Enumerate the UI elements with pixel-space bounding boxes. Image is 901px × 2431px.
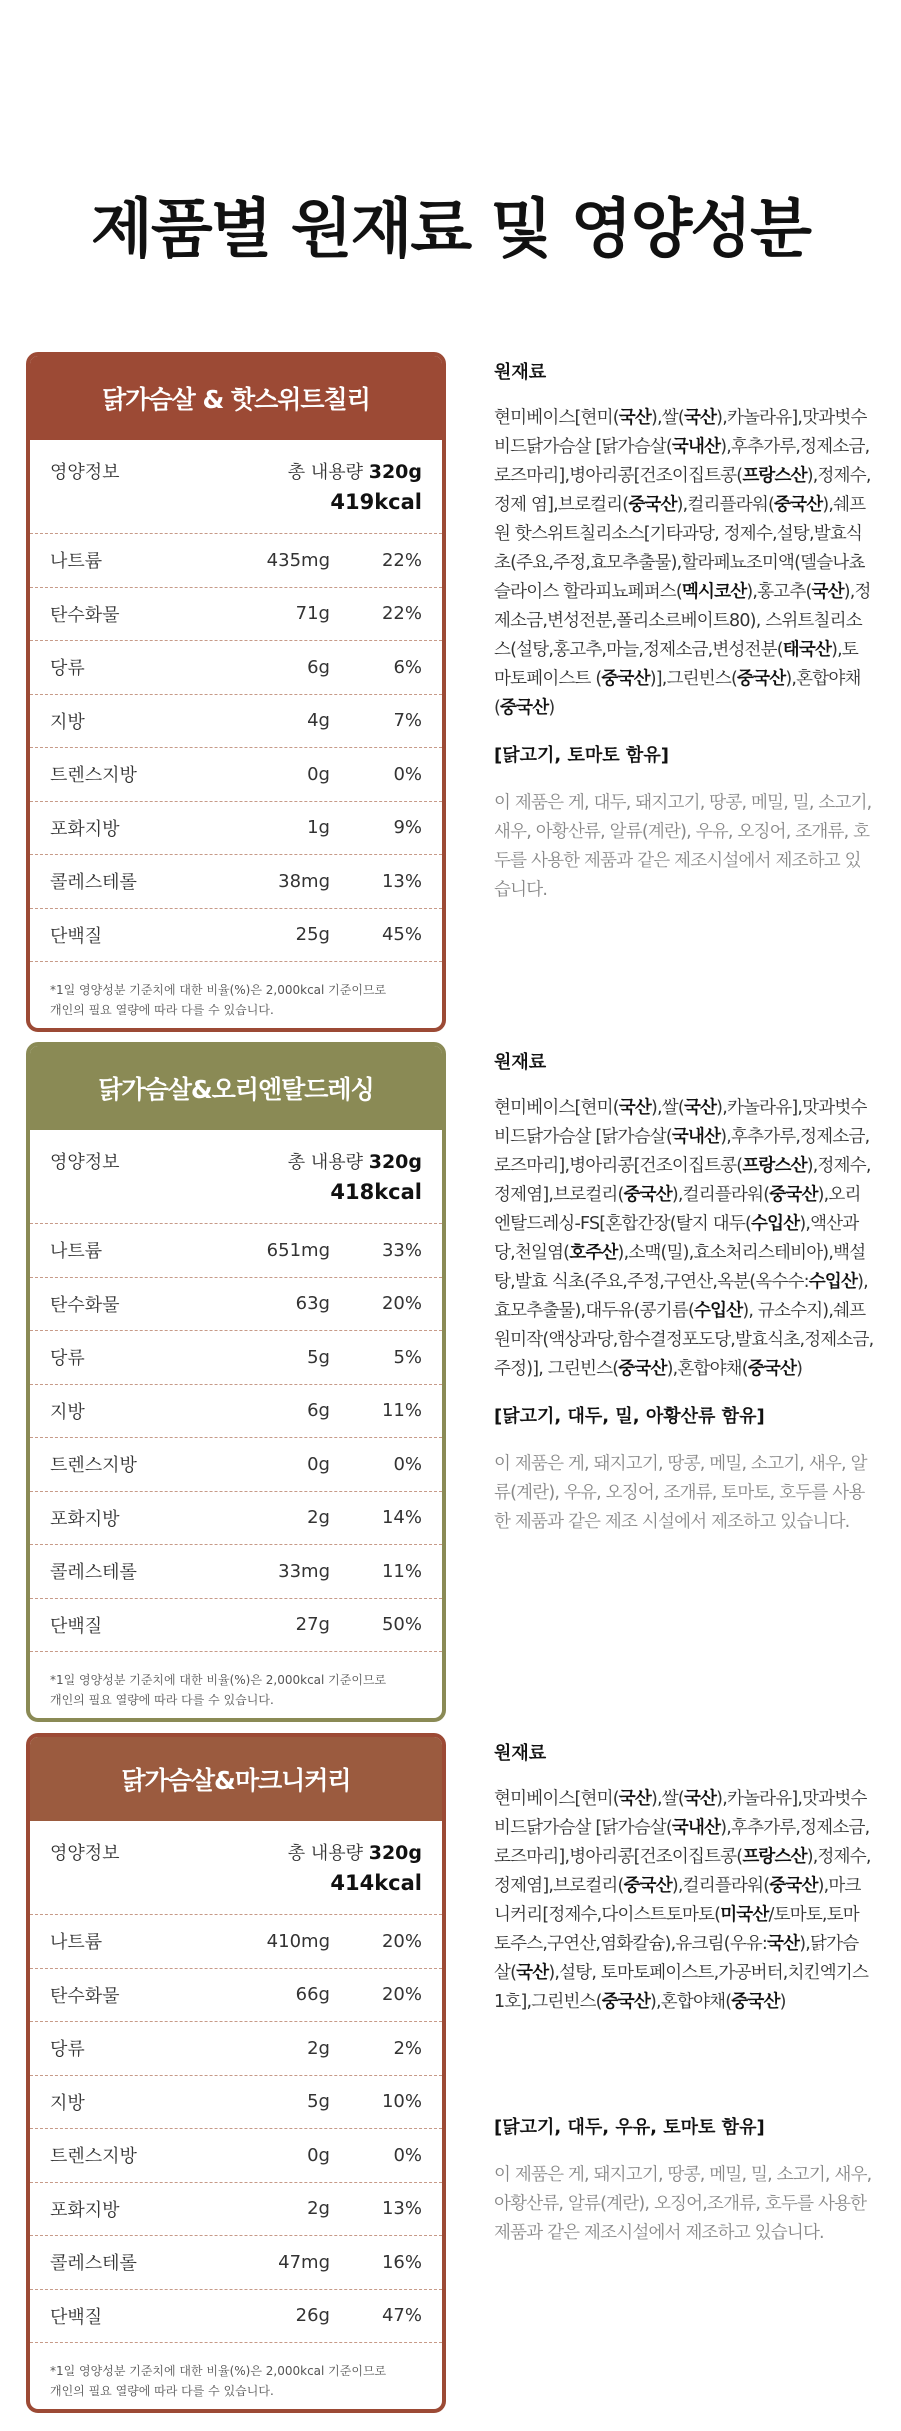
nutrient-amount: 26g [295,2305,330,2327]
footnote-line: 개인의 필요 열량에 따라 다를 수 있습니다. [50,1003,274,1017]
nutrient-row [30,2183,442,2237]
allergen-notice: 이 제품은 게, 돼지고기, 땅콩, 메밀, 밀, 소고기, 새우, 아황산류, 알류(계란), 오징어,조개류, 호두를 사용한 제품과 같은 제조시설에서 제조하고 있습니다. [494,2165,872,2243]
nutrient-row [30,2236,442,2290]
nutrient-amount: 63g [295,1293,330,1315]
nutrient-amount: 27g [295,1614,330,1636]
ingredient-info [494,1733,874,2248]
nutrient-name: 단백질 [50,925,103,947]
nutrient-percent: 20% [381,1293,422,1315]
nutrient-percent: 10% [381,2091,422,2113]
nutrient-row [30,1969,442,2023]
nutrient-amount: 33mg [278,1560,330,1582]
nutrient-name: 콜레스테롤 [50,872,137,894]
nutrient-row [30,909,442,963]
nutrient-amount: 0g [307,1453,330,1475]
nutrition-info-label: 영양정보 [50,1152,120,1173]
allergen-heading: [닭고기, 대두, 밀, 아황산류 함유] [494,1406,765,1427]
allergen-notice: 이 제품은 게, 대두, 돼지고기, 땅콩, 메밀, 밀, 소고기, 새우, 아황산류, 알류(계란), 우유, 오징어, 조개류, 호두를 사용한 제품과 같은 제조시설에서 제조하고 있습니다. [494,793,872,900]
product-section-2 [26,1042,876,1722]
nutrient-row [30,2076,442,2130]
ingredient-info [494,1042,874,1537]
nutrient-percent: 2% [393,2037,422,2059]
nutrient-row [30,1492,442,1546]
product-section-1 [26,352,876,1032]
nutrition-info-label: 영양정보 [50,462,120,483]
nutrition-card [26,1042,446,1722]
nutrient-amount: 410mg [266,1930,330,1952]
nutrient-percent: 20% [381,1984,422,2006]
nutrient-amount: 25g [295,924,330,946]
nutrient-name: 당류 [50,658,85,680]
nutrient-row [30,1915,442,1969]
kcal-value: 414kcal [330,1871,422,1895]
nutrient-amount: 66g [295,1984,330,2006]
ingredient-info [494,352,874,905]
nutrient-amount: 0g [307,2144,330,2166]
nutrient-row [30,588,442,642]
nutrient-row [30,2129,442,2183]
nutrient-name: 트렌스지방 [50,1455,137,1477]
nutrient-percent: 47% [381,2305,422,2327]
nutrient-percent: 45% [381,924,422,946]
nutrient-percent: 0% [393,763,422,785]
kcal-value: 419kcal [330,490,422,514]
nutrient-percent: 16% [381,2251,422,2273]
total-label: 총 내용량 [287,1843,363,1864]
nutrient-row [30,2290,442,2344]
nutrient-name: 콜레스테롤 [50,1562,137,1584]
page-title: 제품별 원재료 및 영양성분 [91,193,810,267]
nutrient-row [30,748,442,802]
nutrient-name: 트렌스지방 [50,765,137,787]
ingredients-text: 현미베이스[현미(국산),쌀(국산),카놀라유],맛과벗수비드닭가슴살 [닭가슴살(국내산),후추가루,정제소금,로즈마리],병아리콩[건조이집트콩(프랑스산),정제수,정제염],브로컬리(중국산),컬리플라워(중국산),마크니커리[정제수,다이스트토마토(미국산/토마토,토마토주스,구연산,염화칼슘),유크림(우유:국산),닭가슴살(국산),설탕, 토마토페이스트,가공버터,치킨엑기스1호],그린빈스(중국산),혼합야채(중국산) [494,1789,871,2012]
nutrient-name: 탄수화물 [50,1985,120,2007]
nutrient-row [30,802,442,856]
nutrient-amount: 6g [307,656,330,678]
footnote-line: 개인의 필요 열량에 따라 다를 수 있습니다. [50,2384,274,2398]
nutrient-percent: 22% [381,549,422,571]
nutrient-amount: 71g [295,603,330,625]
nutrient-amount: 4g [307,710,330,732]
nutrition-summary [30,1821,442,1915]
nutrition-summary [30,1130,442,1224]
nutrient-row [30,1224,442,1278]
nutrient-name: 단백질 [50,1615,103,1637]
nutrient-percent: 0% [393,2144,422,2166]
nutrient-row [30,1599,442,1653]
nutrient-amount: 6g [307,1400,330,1422]
total-weight: 320g [368,461,422,483]
nutrient-amount: 38mg [278,870,330,892]
nutrient-name: 탄수화물 [50,604,120,626]
nutrition-card [26,1733,446,2413]
nutrient-name: 탄수화물 [50,1294,120,1316]
nutrient-name: 지방 [50,2092,85,2114]
allergen-heading: [닭고기, 토마토 함유] [494,745,669,766]
nutrient-name: 지방 [50,711,85,733]
nutrient-percent: 5% [393,1346,422,1368]
nutrient-name: 포화지방 [50,1508,120,1530]
nutrient-amount: 1g [307,817,330,839]
ingredients-heading: 원재료 [494,1743,547,1764]
nutrient-name: 포화지방 [50,2199,120,2221]
nutrient-percent: 7% [393,710,422,732]
nutrient-amount: 47mg [278,2251,330,2273]
nutrient-percent: 0% [393,1453,422,1475]
nutrient-row [30,641,442,695]
kcal-value: 418kcal [330,1180,422,1204]
nutrient-name: 나트륨 [50,1932,103,1954]
ingredients-heading: 원재료 [494,362,547,383]
ingredients-heading: 원재료 [494,1052,547,1073]
nutrient-percent: 13% [381,2198,422,2220]
total-weight: 320g [368,1842,422,1864]
nutrient-amount: 5g [307,2091,330,2113]
nutrient-row [30,1438,442,1492]
nutrient-amount: 5g [307,1346,330,1368]
footnote-line: *1일 영양성분 기준치에 대한 비율(%)은 2,000kcal 기준이므로 [50,2364,387,2378]
nutrition-info-label: 영양정보 [50,1843,120,1864]
nutrient-percent: 33% [381,1239,422,1261]
nutrient-name: 나트륨 [50,1241,103,1263]
nutrient-name: 지방 [50,1401,85,1423]
nutrient-row [30,534,442,588]
ingredients-text: 현미베이스[현미(국산),쌀(국산),카놀라유],맛과벗수비드닭가슴살 [닭가슴살(국내산),후추가루,정제소금,로즈마리],병아리콩[건조이집트콩(프랑스산),정제수,정제 염],브로컬리(중국산),컬리플라워(중국산),쉐프원 핫스위트칠리소스[기타과당, 정제수,설탕,발효식초(주요,주정,효모추출물),할라페뇨조미액(델슬나쵸슬라이스 할라피뇨페퍼스(멕시코산),홍고추(국산),정제소금,변성전분,폴리소르베이트80), 스위트칠리소스(설탕,홍고추,마늘,정제소금,변성전분(태국산),토마토페이스트 (중국산)],그린빈스(중국산),혼합야채(중국산) [494,408,871,718]
footnote [30,962,442,1020]
footnote-line: *1일 영양성분 기준치에 대한 비율(%)은 2,000kcal 기준이므로 [50,983,387,997]
nutrient-percent: 50% [381,1614,422,1636]
nutrient-amount: 0g [307,763,330,785]
ingredients-text: 현미베이스[현미(국산),쌀(국산),카놀라유],맛과벗수비드닭가슴살 [닭가슴살(국내산),후추가루,정제소금,로즈마리],병아리콩[건조이집트콩(프랑스산),정제수,정제염],브로컬리(중국산),컬리플라워(중국산),오리엔탈드레싱-FS[혼합간장(탈지 대두(수입산),액산과당,천일염(호주산),소맥(밀),효소처리스테비아),백설탕,발효 식초(주요,주정,구연산,옥분(옥수수:수입산),효모추출물),대두유(콩기름(수입산), 규소수지),쉐프원미작(액상과당,함수결정포도당,발효식초,정제소금,주정)], 그린빈스(중국산),혼합야채(중국산) [494,1098,874,1379]
product-section-3 [26,1733,876,2413]
nutrient-percent: 11% [381,1560,422,1582]
nutrient-percent: 14% [381,1507,422,1529]
footnote [30,1652,442,1710]
nutrient-name: 트렌스지방 [50,2146,137,2168]
nutrient-amount: 435mg [266,549,330,571]
allergen-notice: 이 제품은 게, 돼지고기, 땅콩, 메밀, 소고기, 새우, 알류(계란), 우유, 오징어, 조개류, 토마토, 호두를 사용한 제품과 같은 제조 시설에서 제조하고 있습니다. [494,1454,867,1532]
nutrient-amount: 2g [307,2037,330,2059]
nutrient-name: 나트륨 [50,551,103,573]
nutrient-amount: 2g [307,2198,330,2220]
nutrient-row [30,1278,442,1332]
footnote-line: 개인의 필요 열량에 따라 다를 수 있습니다. [50,1693,274,1707]
nutrition-card [26,352,446,1032]
allergen-heading: [닭고기, 대두, 우유, 토마토 함유] [494,2117,765,2138]
footnote [30,2343,442,2401]
nutrient-percent: 13% [381,870,422,892]
nutrient-row [30,1385,442,1439]
nutrient-percent: 22% [381,603,422,625]
nutrient-row [30,1331,442,1385]
footnote-line: *1일 영양성분 기준치에 대한 비율(%)은 2,000kcal 기준이므로 [50,1673,387,1687]
nutrient-name: 당류 [50,2039,85,2061]
nutrient-name: 콜레스테롤 [50,2253,137,2275]
nutrient-amount: 651mg [266,1239,330,1261]
nutrient-amount: 2g [307,1507,330,1529]
nutrient-percent: 9% [393,817,422,839]
nutrient-percent: 20% [381,1930,422,1952]
total-label: 총 내용량 [287,1152,363,1173]
nutrient-name: 당류 [50,1348,85,1370]
nutrient-percent: 6% [393,656,422,678]
total-label: 총 내용량 [287,462,363,483]
nutrient-row [30,695,442,749]
nutrient-name: 단백질 [50,2306,103,2328]
nutrient-percent: 11% [381,1400,422,1422]
nutrient-row [30,855,442,909]
product-name-header: 닭가슴살 & 핫스위트칠리 [30,356,442,440]
product-name-header: 닭가슴살&마크니커리 [30,1737,442,1821]
nutrient-name: 포화지방 [50,818,120,840]
nutrient-row [30,2022,442,2076]
nutrition-summary [30,440,442,534]
total-weight: 320g [368,1151,422,1173]
product-name-header: 닭가슴살&오리엔탈드레싱 [30,1046,442,1130]
nutrient-row [30,1545,442,1599]
